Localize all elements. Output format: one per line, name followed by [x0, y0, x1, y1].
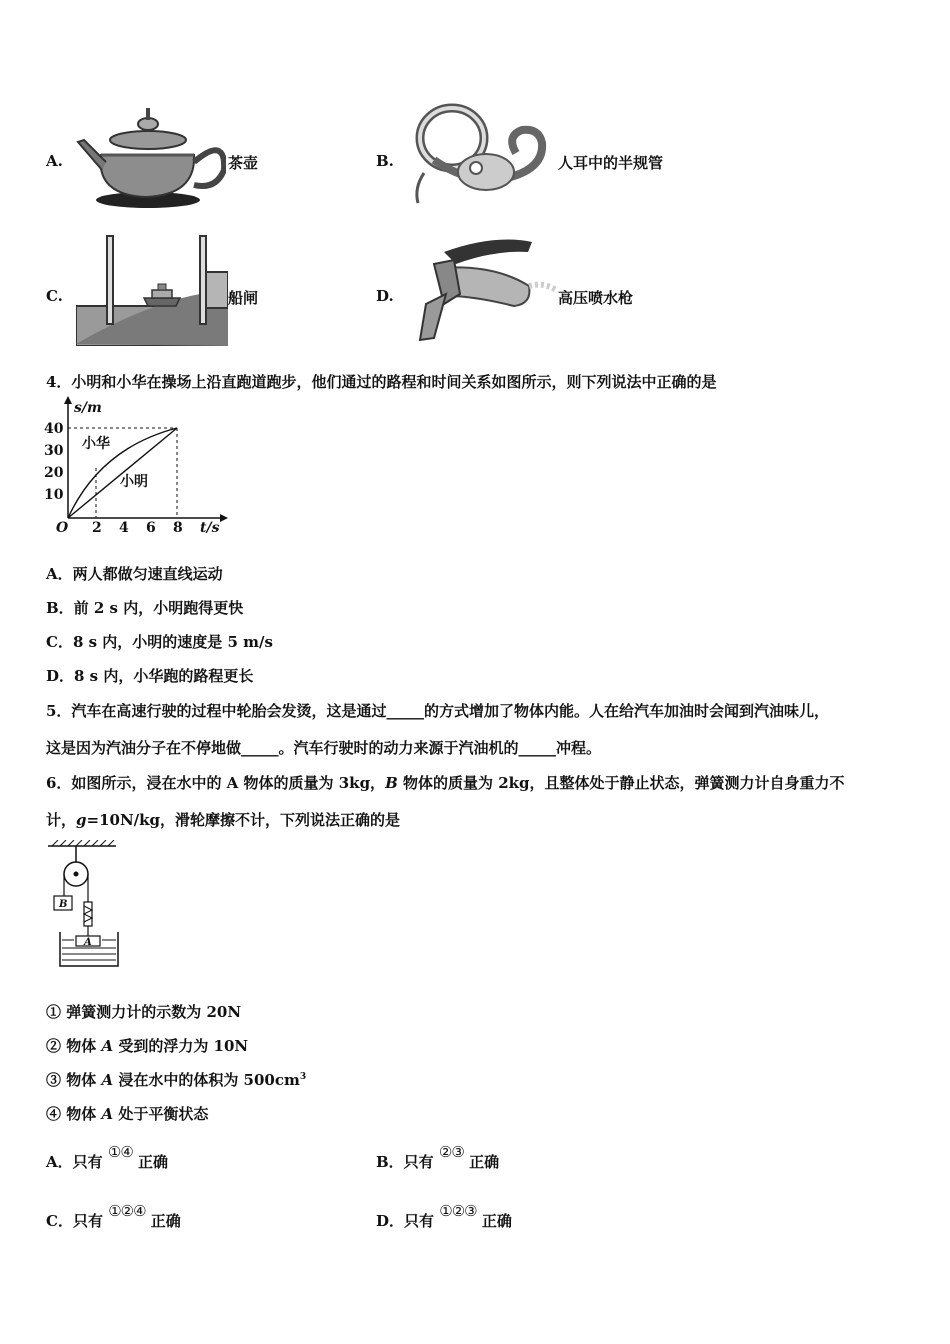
q4-st-graph: [40, 396, 235, 534]
q6-statement-2: ② 物体 A 受到的浮力为 10N: [46, 1037, 249, 1055]
x-tick-8: 8: [173, 520, 183, 534]
teapot-image: [76, 100, 226, 212]
x-axis-label: t/s: [200, 520, 220, 534]
q5-line2: 这是因为汽油分子在不停地做_____。汽车行驶时的动力来源于汽油机的_____冲程。: [46, 739, 602, 757]
q4-stem: 4．小明和小华在操场上沿直跑道跑步，他们通过的路程和时间关系如图所示，则下列说法中正确的是: [46, 373, 717, 391]
option-a-letter: A.: [46, 152, 63, 170]
water-gun-image: [404, 234, 556, 346]
block-b-label: B: [59, 899, 68, 910]
option-b-label: 人耳中的半规管: [558, 154, 664, 172]
option-c-letter: C.: [46, 287, 63, 305]
q6-statement-4: ④ 物体 A 处于平衡状态: [46, 1105, 209, 1123]
origin-label: O: [56, 520, 69, 534]
option-b-letter: B.: [376, 152, 394, 170]
y-tick-30: 30: [44, 443, 64, 459]
x-tick-2: 2: [92, 520, 102, 534]
y-tick-20: 20: [44, 465, 64, 481]
q4-option-d: D．8 s 内，小华跑的路程更长: [46, 667, 254, 685]
y-axis-label: s/m: [74, 400, 102, 416]
block-a-label: A: [84, 937, 92, 948]
q6-pulley-figure: [46, 840, 130, 972]
x-tick-6: 6: [146, 520, 156, 534]
ship-lock-image: [76, 234, 228, 346]
q5-line1: 5．汽车在高速行驶的过程中轮胎会发烫，这是通过_____的方式增加了物体内能。人在给汽车加油时会闻到汽油味儿，: [46, 702, 829, 720]
q6-option-d: D．只有 ①②③ 正确: [376, 1202, 512, 1230]
q6-statement-3: ③ 物体 A 浸在水中的体积为 $500cm^3$: [46, 1071, 307, 1089]
x-axis-arrow: [220, 514, 228, 522]
q6-line2: 计，g=10N/kg，滑轮摩擦不计，下列说法正确的是: [46, 811, 401, 829]
option-d-label: 高压喷水枪: [558, 289, 634, 307]
q4-option-c: C．8 s 内，小明的速度是 5 m/s: [46, 633, 273, 651]
option-d-letter: D.: [376, 287, 394, 305]
label-xiaoming: 小明: [120, 474, 148, 490]
q6-statement-1: ① 弹簧测力计的示数为 20N: [46, 1003, 242, 1021]
q6-option-b: B．只有 ②③ 正确: [376, 1143, 500, 1171]
q4-option-a: A．两人都做匀速直线运动: [46, 565, 223, 583]
y-axis-arrow: [64, 396, 72, 404]
option-a-label: 茶壶: [228, 154, 259, 172]
q6-option-a: A．只有 ①④ 正确: [46, 1143, 169, 1171]
y-tick-40: 40: [44, 421, 64, 437]
x-tick-4: 4: [119, 520, 129, 534]
label-xiaohua: 小华: [82, 436, 110, 452]
q6-line1: 6．如图所示，浸在水中的 A 物体的质量为 3kg，B 物体的质量为 2kg，且整体处于静止状态，弹簧测力计自身重力不: [46, 774, 845, 792]
option-c-label: 船闸: [228, 289, 259, 307]
q4-option-b: B．前 2 s 内，小明跑得更快: [46, 599, 244, 617]
y-tick-10: 10: [44, 487, 64, 503]
semicircular-canal-image: [404, 98, 554, 210]
q6-option-c: C．只有 ①②④ 正确: [46, 1202, 181, 1230]
